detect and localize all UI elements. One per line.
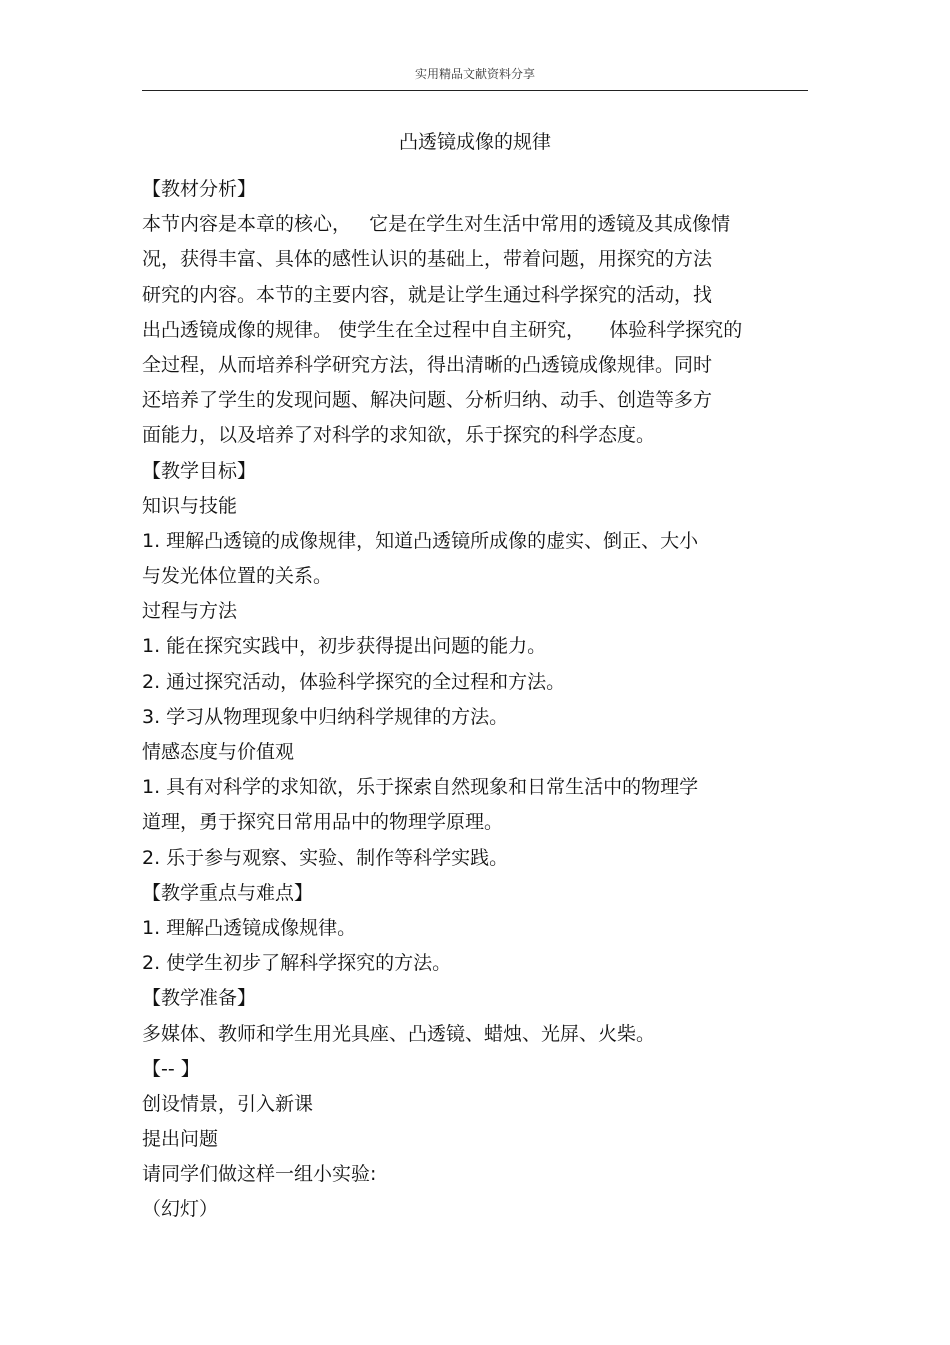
list-item-continuation: 道理，勇于探究日常用品中的物理学原理。 bbox=[142, 811, 504, 834]
list-item: 2. 使学生初步了解科学探究的方法。 bbox=[142, 952, 452, 975]
paragraph-line: 面能力，以及培养了对科学的求知欲，乐于探究的科学态度。 bbox=[142, 424, 656, 447]
document-body bbox=[142, 172, 822, 1228]
section-heading-textbook-analysis: 【教材分析】 bbox=[142, 178, 257, 200]
list-item-continuation: 与发光体位置的关系。 bbox=[142, 565, 333, 588]
paragraph-line: 多媒体、教师和学生用光具座、凸透镜、蜡烛、光屏、火柴。 bbox=[142, 1022, 656, 1045]
paragraph-line: 全过程，从而培养科学研究方法，得出清晰的凸透镜成像规律。同时 bbox=[142, 353, 713, 376]
paragraph-line: 请同学们做这样一组小实验: bbox=[142, 1163, 377, 1186]
section-heading-key-points: 【教学重点与难点】 bbox=[142, 881, 314, 904]
header-divider bbox=[142, 90, 808, 91]
paragraph-line: 提出问题 bbox=[142, 1128, 219, 1151]
paragraph-line: 研究的内容。本节的主要内容，就是让学生通过科学探究的活动，找 bbox=[142, 283, 713, 306]
page-header: 实用精品文献资料分享 bbox=[414, 67, 535, 81]
document-title: 凸透镜成像的规律 bbox=[398, 131, 551, 153]
list-item: 1. 理解凸透镜的成像规律，知道凸透镜所成像的虚实、倒正、大小 bbox=[142, 529, 699, 552]
section-heading-preparation: 【教学准备】 bbox=[142, 987, 257, 1010]
list-item: 1. 理解凸透镜成像规律。 bbox=[142, 916, 357, 939]
subheading-attitude-values: 情感态度与价值观 bbox=[142, 741, 295, 763]
section-heading-placeholder: 【-- 】 bbox=[142, 1057, 200, 1080]
paragraph-line: 还培养了学生的发现问题、解决问题、分析归纳、动手、创造等多方 bbox=[142, 389, 713, 412]
paragraph-line: 创设情景，引入新课 bbox=[142, 1092, 314, 1115]
list-item: 1. 能在探究实践中，初步获得提出问题的能力。 bbox=[142, 635, 547, 658]
paragraph-line: （幻灯） bbox=[142, 1198, 219, 1221]
paragraph-line: 况，获得丰富、具体的感性认识的基础上，带着问题，用探究的方法 bbox=[142, 248, 713, 271]
paragraph-line: 本节内容是本章的核心， 它是在学生对生活中常用的透镜及其成像情 bbox=[142, 213, 731, 236]
paragraph-line: 出凸透镜成像的规律。 使学生在全过程中自主研究， 体验科学探究的 bbox=[142, 318, 743, 341]
list-item: 2. 乐于参与观察、实验、制作等科学实践。 bbox=[142, 846, 509, 869]
list-item: 1. 具有对科学的求知欲，乐于探索自然现象和日常生活中的物理学 bbox=[142, 776, 699, 799]
subheading-knowledge-skills: 知识与技能 bbox=[142, 494, 238, 517]
section-heading-teaching-goals: 【教学目标】 bbox=[142, 459, 257, 482]
list-item: 2. 通过探究活动，体验科学探究的全过程和方法。 bbox=[142, 670, 566, 693]
subheading-process-method: 过程与方法 bbox=[142, 600, 238, 623]
list-item: 3. 学习从物理现象中归纳科学规律的方法。 bbox=[142, 705, 509, 728]
